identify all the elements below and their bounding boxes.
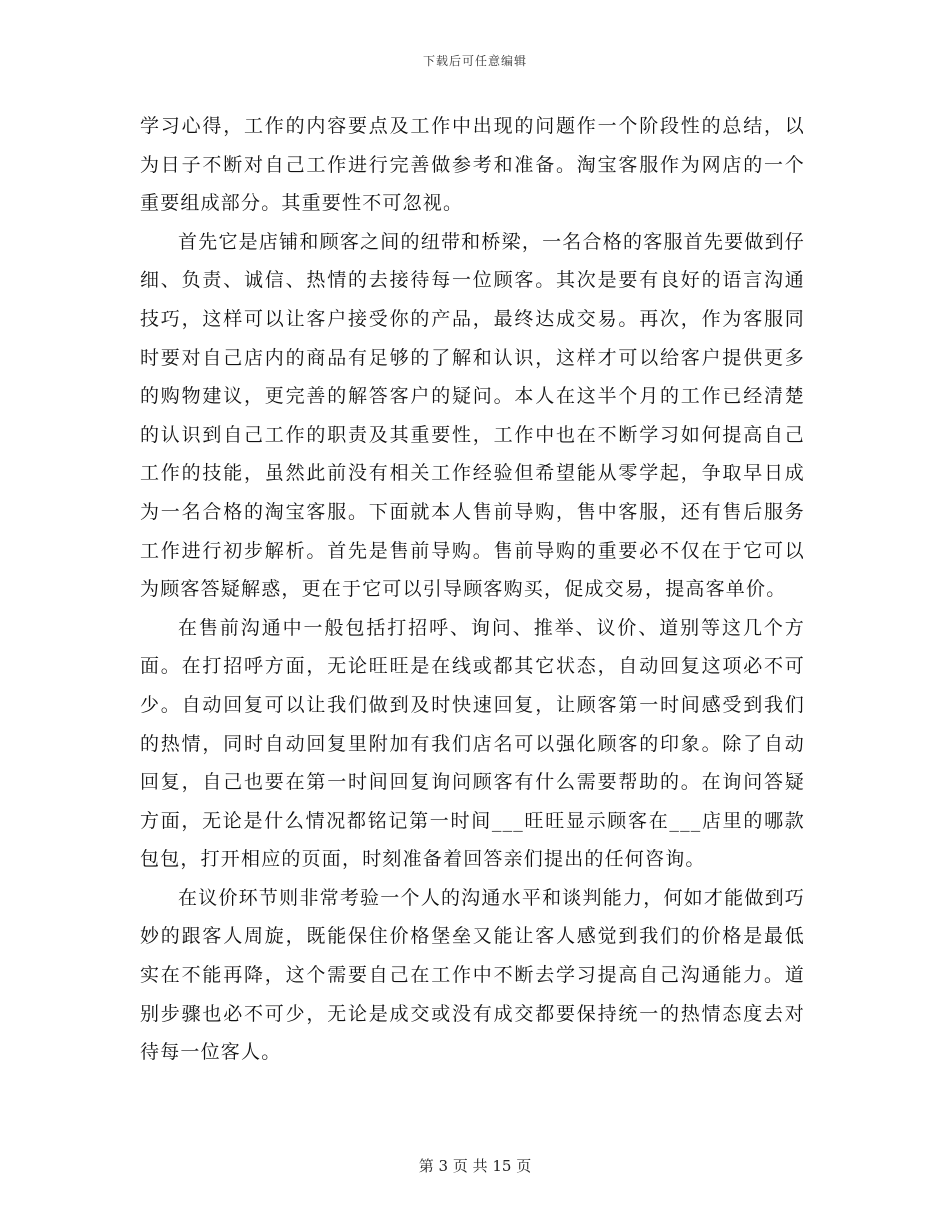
page-header: 下载后可任意编辑 [422,54,527,68]
paragraph-2: 首先它是店铺和顾客之间的纽带和桥梁，一名合格的客服首先要做到仔细、负责、诚信、热情的去接待每一位顾客。其次是要有良好的语言沟通技巧，这样可以让客户接受你的产品，最终达成交易。再次，作为客服同时要对自己店内的商品有足够的了解和认识，这样才可以给客户提供更多的购物建议，更完善的解答客户的疑问。本人在这半个月的工作已经清楚的认识到自己工作的职责及其重要性，工作中也在不断学习如何提高自己工作的技能，虽然此前没有相关工作经验但希望能从零学起，争取早日成为一名合格的淘宝客服。下面就本人售前导购，售中客服，还有售后服务工作进行初步解析。首先是售前导购。售前导购的重要必不仅在于它可以为顾客答疑解惑，更在于它可以引导顾客购买，促成交易，提高客单价。 [140,230,805,601]
page-footer: 第 3 页 共 15 页 [418,1157,532,1175]
paragraph-4: 在议价环节则非常考验一个人的沟通水平和谈判能力，何如才能做到巧妙的跟客人周旋，既能保住价格堡垒又能让客人感觉到我们的价格是最低实在不能再降，这个需要自己在工作中不断去学习提高自己沟通能力。道别步骤也必不可少，无论是成交或没有成交都要保持统一的热情态度去对待每一位客人。 [140,886,805,1064]
paragraph-3: 在售前沟通中一般包括打招呼、询问、推举、议价、道别等这几个方面。在打招呼方面，无论旺旺是在线或都其它状态，自动回复这项必不可少。自动回复可以让我们做到及时快速回复，让顾客第一时间感受到我们的热情，同时自动回复里附加有我们店名可以强化顾客的印象。除了自动回复，自己也要在第一时间回复询问顾客有什么需要帮助的。在询问答疑方面，无论是什么情况都铭记第一时间___旺旺显示顾客在___店里的哪款包包，打开相应的页面，时刻准备着回答亲们提出的任何咨询。 [140,616,805,871]
document-body [140,107,805,1072]
paragraph-1: 学习心得，工作的内容要点及工作中出现的问题作一个阶段性的总结，以为日子不断对自己工作进行完善做参考和准备。淘宝客服作为网店的一个重要组成部分。其重要性不可忽视。 [140,115,805,215]
